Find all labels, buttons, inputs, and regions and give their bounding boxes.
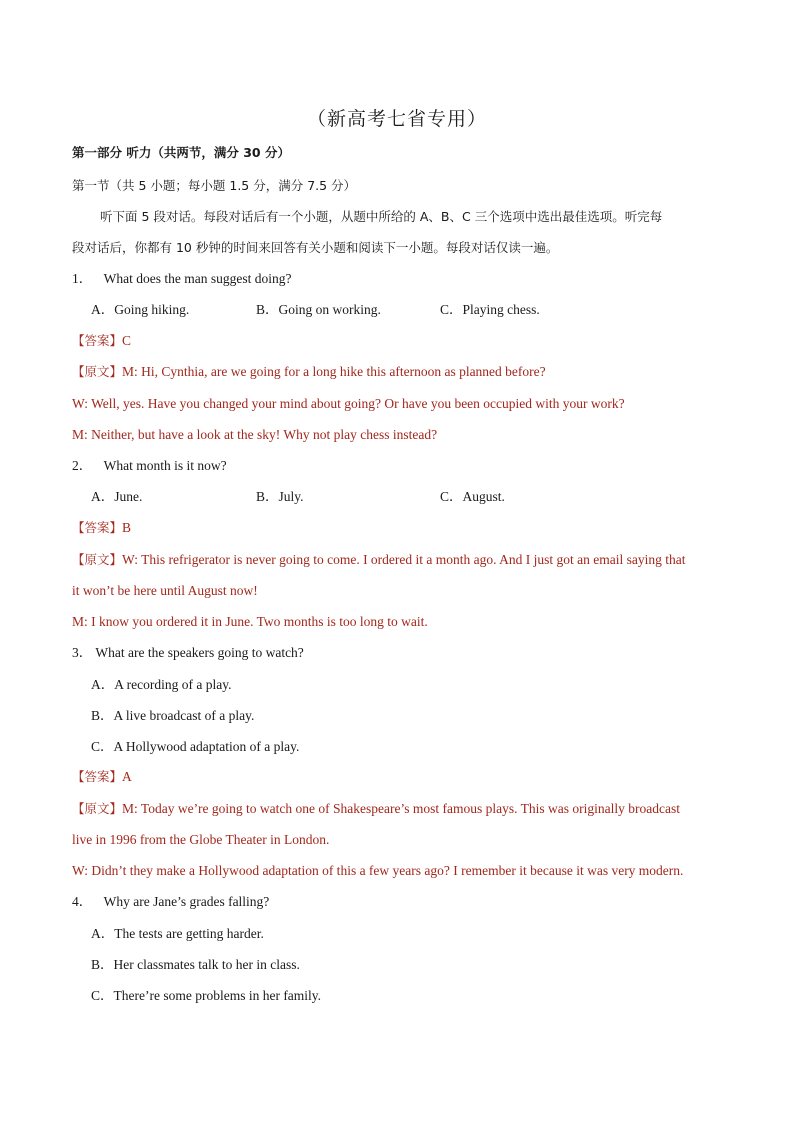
question-1-option-c: C．Playing chess. bbox=[440, 302, 540, 317]
answer-label: 【答案】 bbox=[72, 520, 123, 535]
part-heading: 第一部分 听力（共两节，满分 30 分） bbox=[72, 145, 290, 160]
question-4-option-b: B．Her classmates talk to her in class. bbox=[91, 957, 300, 972]
answer-value: A bbox=[122, 769, 132, 784]
question-text: What month is it now? bbox=[103, 458, 227, 473]
section-heading: 第一节（共 5 小题；每小题 1.5 分，满分 7.5 分） bbox=[72, 178, 357, 193]
question-text: Why are Jane’s grades falling? bbox=[103, 894, 270, 909]
question-4 bbox=[72, 892, 269, 912]
page-title: （新高考七省专用） bbox=[306, 108, 487, 130]
question-number: 2． bbox=[72, 458, 93, 473]
question-2-transcript-3: M: I know you ordered it in June. Two months is too long to wait. bbox=[72, 614, 428, 629]
question-1-answer bbox=[72, 331, 131, 351]
question-3-option-b: B．A live broadcast of a play. bbox=[91, 708, 255, 723]
question-3 bbox=[72, 643, 304, 663]
question-number: 3． bbox=[72, 645, 93, 660]
instructions-line-2: 段对话后，你都有 10 秒钟的时间来回答有关小题和阅读下一小题。每段对话仅读一遍。 bbox=[72, 240, 559, 255]
question-3-transcript-1 bbox=[72, 799, 680, 819]
question-3-transcript-3: W: Didn’t they make a Hollywood adaptation of this a few years ago? I remember it because it was very modern. bbox=[72, 863, 684, 878]
answer-label: 【答案】 bbox=[72, 333, 123, 348]
instructions-line-1: 听下面 5 段对话。每段对话后有一个小题，从题中所给的 A、B、C 三个选项中选出最佳选项。听完每 bbox=[100, 209, 663, 224]
question-3-option-c: C．A Hollywood adaptation of a play. bbox=[91, 739, 300, 754]
question-4-option-a: A．The tests are getting harder. bbox=[91, 926, 264, 941]
question-number: 4． bbox=[72, 894, 93, 909]
question-2-answer bbox=[72, 518, 131, 538]
question-text: What does the man suggest doing? bbox=[103, 271, 292, 286]
question-text: What are the speakers going to watch? bbox=[95, 645, 304, 660]
question-1-transcript-2: W: Well, yes. Have you changed your mind about going? Or have you been occupied with your work? bbox=[72, 396, 625, 411]
question-3-option-a: A．A recording of a play. bbox=[91, 677, 232, 692]
transcript-text: M: Hi, Cynthia, are we going for a long hike this afternoon as planned before? bbox=[122, 364, 546, 379]
question-2-transcript-2: it won’t be here until August now! bbox=[72, 583, 258, 598]
question-2-transcript-1 bbox=[72, 550, 686, 570]
question-number: 1． bbox=[72, 271, 93, 286]
transcript-label: 【原文】 bbox=[72, 801, 123, 816]
question-3-transcript-2: live in 1996 from the Globe Theater in London. bbox=[72, 832, 330, 847]
answer-value: C bbox=[122, 333, 132, 348]
question-2-option-c: C．August. bbox=[440, 489, 505, 504]
question-2-option-a: A．June. bbox=[91, 489, 143, 504]
transcript-label: 【原文】 bbox=[72, 552, 123, 567]
question-1-option-a: A．Going hiking. bbox=[91, 302, 190, 317]
answer-label: 【答案】 bbox=[72, 769, 123, 784]
question-1-transcript-1 bbox=[72, 362, 546, 382]
question-1-option-b: B．Going on working. bbox=[256, 302, 381, 317]
question-1-transcript-3: M: Neither, but have a look at the sky! Why not play chess instead? bbox=[72, 427, 438, 442]
question-4-option-c: C．There’re some problems in her family. bbox=[91, 988, 322, 1003]
transcript-text: W: This refrigerator is never going to come. I ordered it a month ago. And I just got an email saying that bbox=[122, 552, 686, 567]
question-2-option-b: B．July. bbox=[256, 489, 304, 504]
answer-value: B bbox=[122, 520, 132, 535]
question-3-answer bbox=[72, 767, 132, 787]
transcript-label: 【原文】 bbox=[72, 364, 123, 379]
transcript-text: M: Today we’re going to watch one of Shakespeare’s most famous plays. This was originally broadcast bbox=[122, 801, 680, 816]
question-2 bbox=[72, 456, 227, 476]
question-1 bbox=[72, 269, 291, 289]
